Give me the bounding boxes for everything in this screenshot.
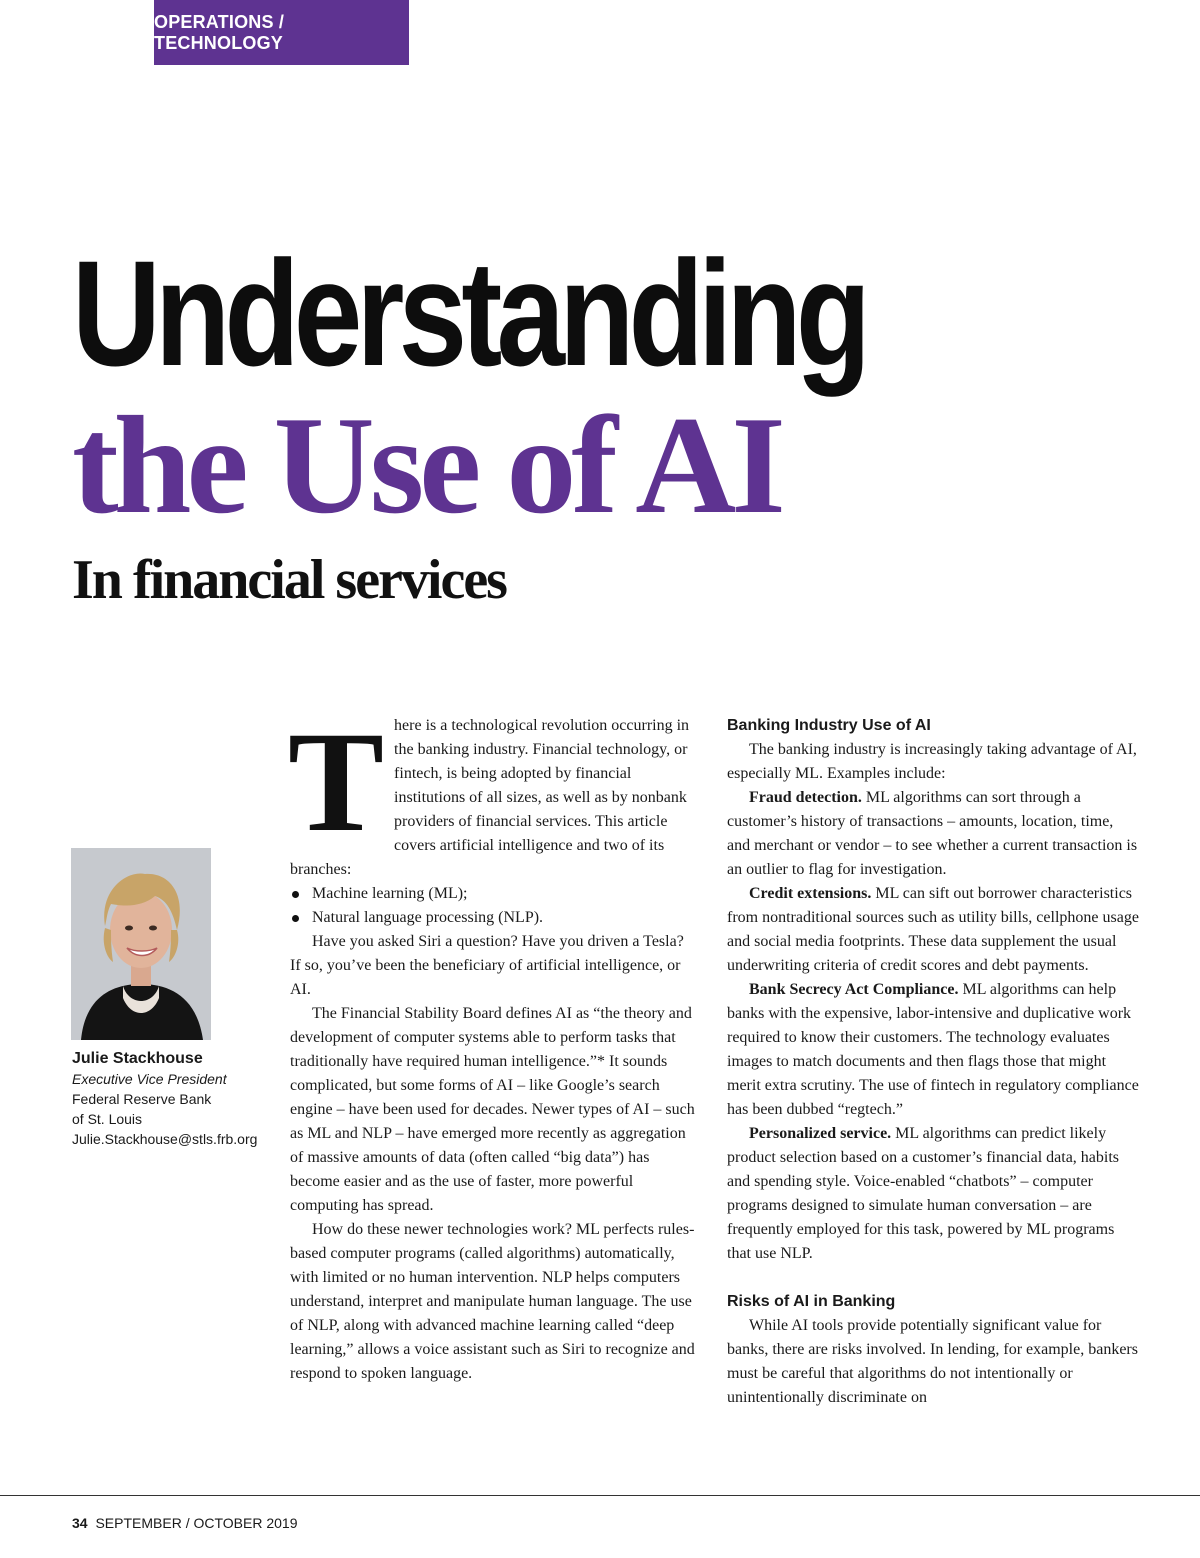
section-heading-banking-use: Banking Industry Use of AI: [727, 717, 931, 734]
example-fraud-detection: [727, 786, 1139, 882]
example-text: ML algorithms can predict likely product selection based on a customer’s financial data, habits and spending style. Voice-enabled “chatbots” – computer programs designed to simulate human conversation – are frequently employed for this task, powered by ML programs that use NLP.: [727, 1125, 1120, 1262]
example-text: ML can sift out borrower characteristics from nontraditional sources such as utility bills, cellphone usage and social media footprints. These data supplement the usual underwriting criteria of credit scores and debt payments.: [727, 885, 1139, 974]
author-name: Julie Stackhouse: [72, 1050, 203, 1067]
author-email[interactable]: Julie.Stackhouse@stls.frb.org: [72, 1131, 258, 1147]
example-bsa-compliance: [727, 978, 1139, 1122]
intro-text: here is a technological revolution occurring in the banking industry. Financial technology, or fintech, is being adopted by financial institutions of all sizes, as well as by nonbank providers of financial services. This article covers artificial intelligence and two of its branches:: [290, 717, 690, 878]
example-lead: Fraud detection.: [749, 789, 862, 806]
author-byline: [72, 1049, 272, 1149]
page-number: 34: [72, 1515, 88, 1531]
example-lead: Bank Secrecy Act Compliance.: [749, 981, 959, 998]
issue-date: SEPTEMBER / OCTOBER 2019: [95, 1515, 298, 1531]
branches-list: [290, 882, 695, 930]
section-spacer: [727, 1266, 1139, 1290]
example-credit-extensions: [727, 882, 1139, 978]
list-item: Natural language processing (NLP).: [290, 906, 695, 930]
example-text: ML algorithms can sort through a customer’s history of transactions – amounts, location, time, and merchant or vendor – to see whether a current transaction is an outlier to flag for investigation.: [727, 789, 1138, 878]
drop-cap: T: [288, 703, 385, 862]
example-text: ML algorithms can help banks with the expensive, labor-intensive and duplicative work required to know their customers. The technology evaluates images to match documents and then flags those that might merit extra scrutiny. The use of fintech in regulatory compliance has been dubbed “regtech.”: [727, 981, 1139, 1118]
author-org-line-1: Federal Reserve Bank: [72, 1091, 212, 1107]
footer-divider: [0, 1495, 1200, 1496]
paragraph-definition: The Financial Stability Board defines AI as “the theory and development of computer systems able to perform tasks that traditionally have required human intelligence.”* It sounds complicated, but some forms of AI – like Google’s search engine – have been used for decades. Newer types of AI – such as ML and NLP – have emerged more recently as aggregation of massive amounts of data (often called “big data”) has become easier and as the use of faster, more powerful computing has spread.: [290, 1005, 695, 1214]
paragraph-banking-use: The banking industry is increasingly taking advantage of AI, especially ML. Examples include:: [727, 741, 1137, 782]
article-column-2: [727, 714, 1139, 1410]
paragraph-risks: While AI tools provide potentially significant value for banks, there are risks involved. In lending, for example, bankers must be careful that algorithms do not intentionally or unintentionally discriminate on: [727, 1317, 1138, 1406]
author-org-line-2: of St. Louis: [72, 1111, 143, 1127]
page-footer: [72, 1515, 298, 1531]
example-lead: Credit extensions.: [749, 885, 872, 902]
example-personalized-service: [727, 1122, 1139, 1266]
intro-paragraph: [288, 703, 695, 882]
section-tag: OPERATIONS / TECHNOLOGY: [154, 0, 409, 65]
example-lead: Personalized service.: [749, 1125, 892, 1142]
paragraph-how-it-works: How do these newer technologies work? ML perfects rules-based computer programs (called algorithms) automatically, with limited or no human intervention. NLP helps computers understand, interpret and manipulate human language. The use of NLP, along with advanced machine learning called “deep learning,” allows a voice assistant such as Siri to recognize and respond to spoken language.: [290, 1221, 695, 1382]
subtitle: In financial services: [72, 549, 506, 611]
author-photo: [71, 848, 211, 1040]
section-heading-risks: Risks of AI in Banking: [727, 1293, 896, 1310]
list-item: Machine learning (ML);: [290, 882, 695, 906]
author-title: Executive Vice President: [72, 1071, 227, 1087]
paragraph-siri: Have you asked Siri a question? Have you driven a Tesla? If so, you’ve been the beneficiary of artificial intelligence, or AI.: [290, 933, 684, 998]
title-line-2: the Use of AI: [72, 388, 781, 543]
title-line-1: Understanding: [72, 229, 866, 397]
article-column-1: [288, 703, 695, 1386]
